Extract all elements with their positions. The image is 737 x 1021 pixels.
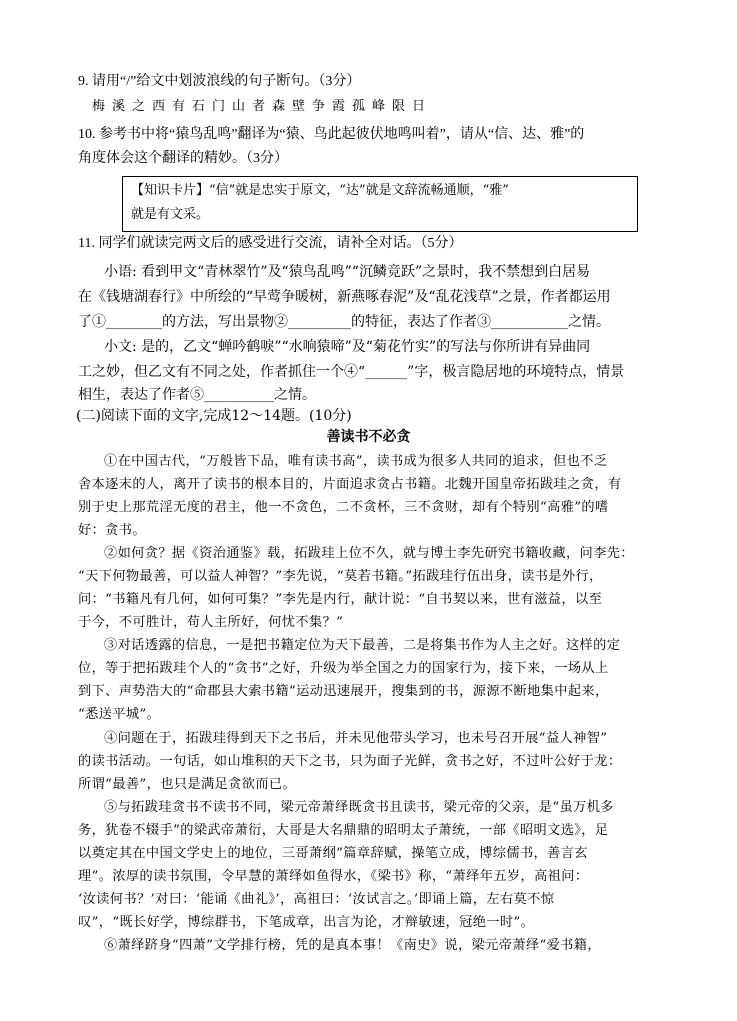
section-2-heading: (二)阅读下面的文字,完成12～14题。(10分) (76, 408, 352, 424)
p1-line3: 别于史上那荒淫无度的君主，他一不贪色，二不贪杯，三不贪财，却有个特别“高雅”的嗜 (78, 500, 609, 515)
xiaowen-line3: 相生，表达了作者⑤__________之情。 (78, 387, 316, 403)
p2-line1: ②如何贪？据《资治通鉴》载，拓跋珪上位不久，就与博士李先研究书籍收藏，问李先： (104, 546, 634, 561)
xiaowen-line2: 工之妙，但乙文有不同之处，作者抓住一个④“______”字，极言隐居地的环境特点，情景 (78, 364, 625, 380)
p3-line3: 到下、声势浩大的“命郡县大索书籍”运动迅速展开，搜集到的书，源源不断地集中起来， (78, 684, 609, 699)
knowledge-card-line2: 就是有文采。 (131, 207, 210, 222)
p6-line1: ⑥萧绎跻身“四萧”文学排行榜，凭的是真本事！《南史》说，梁元帝萧绎“爱书籍， (104, 938, 601, 953)
xiaoyu-line1: 小语: 看到甲文“青林翠竹”及“猿鸟乱鸣”“沉鳞竞跃”之景时，我不禁想到白居易 (104, 264, 591, 280)
p2-line4: 于今，不可胜计，苟人主所好，何忧不集？” (78, 615, 344, 630)
p3-line1: ③对话透露的信息，一是把书籍定位为天下最善，二是将集书作为人主之好。这样的定 (104, 638, 621, 653)
p5-line4: 理”。浓厚的读书氛围，令早慧的萧绎如鱼得水，《梁书》称，“萧绎年五岁，高祖问： (78, 869, 589, 884)
question-11: 11. 同学们就读完两文后的感受进行交流，请补全对话。（5分） (78, 236, 463, 251)
p4-line3: 所谓“最善”，也只是满足贪欲而已。 (78, 777, 297, 792)
p5-line2: 务，犹卷不辍手”的梁武帝萧衍，大哥是大名鼎鼎的昭明太子萧统，一部《昭明文选》，足 (78, 823, 609, 838)
p3-line2: 位，等于把拓跋珪个人的“贪书”之好，升级为举全国之力的国家行为，接下来，一场从上 (78, 661, 609, 676)
p5-line1: ⑤与拓跋珪贪书不读书不同，梁元帝萧绎既贪书且读书，梁元帝的父亲，是“虽万机多 (104, 800, 614, 815)
p1-line4: 好：贪书。 (78, 523, 146, 538)
p2-line3: 问：“书籍凡有几何，如何可集？”李先是内行，献计说：“自书契以来，世有滋益，以至 (78, 592, 603, 607)
p5-line6: 叹”，“既长好学，博综群书，下笔成章，出言为论，才辩敏速，冠绝一时”。 (78, 915, 535, 930)
xiaoyu-line3: 了①________的方法，写出景物②_________的特征，表达了作者③___________之情。 (78, 314, 610, 330)
p3-line4: “悉送平城”。 (78, 707, 161, 722)
xiaowen-line1: 小文: 是的，乙文“蝉吟鹤唳”“水响猿啼”及“菊花竹实”的写法与你所讲有异曲同 (104, 339, 591, 355)
p1-line2: 舍本逐末的人，离开了读书的根本目的，片面追求贪占书籍。北魏开国皇帝拓跋珪之贪，有 (78, 477, 622, 492)
p4-line1: ④问题在于，拓跋珪得到天下之书后，并未见他带头学习，也未号召开展“益人神智” (104, 731, 608, 746)
q9-sentence: 梅溪之西有石门山者森壁争霞孤峰限日 (92, 99, 433, 114)
article-title: 善读书不必贪 (326, 429, 411, 445)
question-9: 9. 请用“/”给文中划波浪线的句子断句。（3分） (78, 74, 361, 89)
question-10-line1: 10. 参考书中将“猿鸟乱鸣”翻译为“猿、鸟此起彼伏地鸣叫着”，请从“信、达、雅”的 (78, 127, 585, 142)
p4-line2: 的读书活动。一句话，如山堆积的天下之书，只为面子光鲜，贪书之好，不过叶公好于龙： (78, 754, 622, 769)
question-10-line2: 角度体会这个翻译的精妙。（3分） (78, 151, 288, 166)
p2-line2: “天下何物最善，可以益人神智？”李先说，“莫若书籍。”拓跋珪行伍出身，读书是外行， (78, 569, 603, 584)
p5-line5: ‘汝读何书？’对曰：‘能诵《曲礼》’，高祖曰：‘汝试言之。’即诵上篇，左右莫不惊 (78, 892, 555, 907)
xiaoyu-line2: 在《钱塘湖春行》中所绘的“早莺争暖树，新燕啄春泥”及“乱花浅草”之景，作者都运用 (78, 289, 611, 305)
knowledge-card-line1: 【知识卡片】“信”就是忠实于原文，“达”就是文辞流畅通顺，“雅” (131, 183, 509, 198)
p5-line3: 以奠定其在中国文学史上的地位，三哥萧纲“篇章辞赋，操笔立成，博综儒书，善言玄 (78, 846, 588, 861)
p1-line1: ①在中国古代，“万般皆下品，唯有读书高”，读书成为很多人共同的追求，但也不乏 (104, 454, 608, 469)
knowledge-card (122, 176, 638, 232)
